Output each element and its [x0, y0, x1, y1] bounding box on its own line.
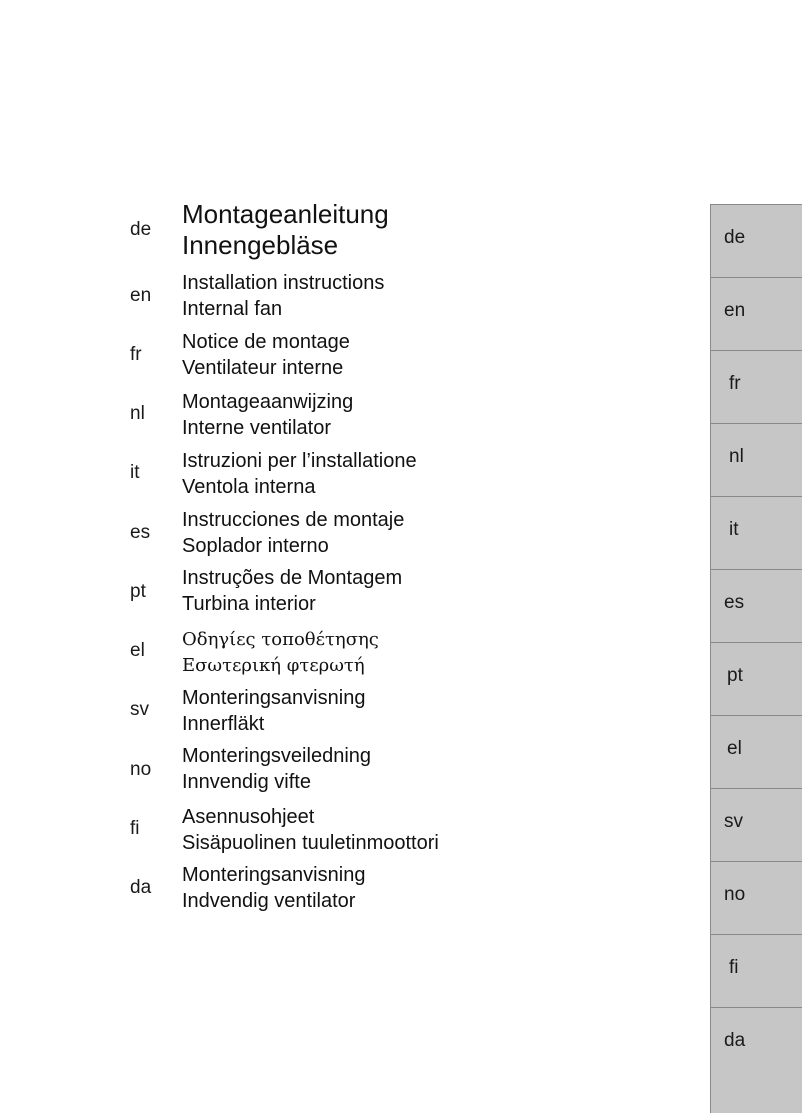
- language-tab-no[interactable]: [711, 861, 802, 933]
- tab-label: fi: [729, 957, 739, 978]
- title-line: Montageaanwijzing: [182, 391, 354, 413]
- language-code-it: it: [130, 462, 140, 483]
- tab-label: de: [724, 227, 746, 248]
- title-line: Notice de montage: [182, 331, 350, 353]
- tab-label: es: [724, 592, 745, 613]
- language-code-fr: fr: [130, 344, 142, 365]
- title-line: Istruzioni per l’installatione: [182, 450, 417, 472]
- language-title-da: [182, 862, 682, 914]
- subtitle-line: Innerfläkt: [182, 713, 265, 735]
- language-code-sv: sv: [130, 699, 149, 720]
- language-tab-de[interactable]: [711, 204, 802, 276]
- language-code-da: da: [130, 877, 152, 898]
- language-tab-strip: [710, 204, 802, 1113]
- subtitle-line: Interne ventilator: [182, 417, 331, 439]
- tab-label: no: [724, 884, 746, 905]
- language-code-pt: pt: [130, 581, 146, 602]
- title-line: Asennusohjeet: [182, 806, 315, 828]
- language-title-en: [182, 270, 682, 322]
- language-code-el: el: [130, 640, 145, 661]
- subtitle-line: Εσωτερική φτερωτή: [182, 655, 365, 676]
- tab-label: el: [727, 738, 742, 759]
- subtitle-line: Soplador interno: [182, 535, 329, 557]
- tab-label: pt: [727, 665, 743, 686]
- title-line: Monteringsanvisning: [182, 864, 366, 886]
- tab-label: da: [724, 1030, 746, 1051]
- language-title-de: [182, 199, 682, 261]
- language-title-fi: [182, 804, 682, 856]
- title-line: Monteringsanvisning: [182, 687, 366, 709]
- language-title-it: [182, 448, 682, 500]
- language-title-nl: [182, 389, 682, 441]
- language-code-es: es: [130, 522, 151, 543]
- language-code-de: de: [130, 219, 152, 240]
- language-tab-fr[interactable]: [711, 350, 802, 422]
- subtitle-line: Turbina interior: [182, 593, 316, 615]
- language-tab-it[interactable]: [711, 496, 802, 568]
- title-line: Instruções de Montagem: [182, 567, 403, 589]
- language-code-nl: nl: [130, 403, 145, 424]
- title-line: Installation instructions: [182, 272, 385, 294]
- language-title-fr: [182, 329, 682, 381]
- language-code-fi: fi: [130, 818, 140, 839]
- tab-label: sv: [724, 811, 743, 832]
- tab-label: en: [724, 300, 746, 321]
- title-line: Monteringsveiledning: [182, 745, 372, 767]
- subtitle-line: Indvendig ventilator: [182, 890, 356, 912]
- language-title-sv: [182, 685, 682, 737]
- subtitle-line: Ventola interna: [182, 476, 316, 498]
- language-tab-nl[interactable]: [711, 423, 802, 495]
- subtitle-line: Innvendig vifte: [182, 771, 311, 793]
- language-tab-en[interactable]: [711, 277, 802, 349]
- tab-label: nl: [729, 446, 744, 467]
- tab-label: it: [729, 519, 739, 540]
- title-line: Οδηγίες τοποθέτησης: [182, 629, 379, 650]
- language-tab-da[interactable]: [711, 1007, 802, 1079]
- language-code-no: no: [130, 759, 152, 780]
- language-tab-es[interactable]: [711, 569, 802, 641]
- language-title-es: [182, 507, 682, 559]
- language-tab-sv[interactable]: [711, 788, 802, 860]
- subtitle-line: Ventilateur interne: [182, 357, 344, 379]
- title-line: Montageanleitung: [182, 199, 389, 229]
- subtitle-line: Sisäpuolinen tuuletinmoottori: [182, 832, 439, 854]
- language-title-el: [182, 627, 682, 679]
- language-title-no: [182, 743, 682, 795]
- subtitle-line: Internal fan: [182, 298, 283, 320]
- subtitle-line: Innengebläse: [182, 230, 339, 260]
- language-title-pt: [182, 565, 682, 617]
- tab-label: fr: [729, 373, 741, 394]
- language-tab-pt[interactable]: [711, 642, 802, 714]
- language-code-en: en: [130, 285, 152, 306]
- title-line: Instrucciones de montaje: [182, 509, 405, 531]
- language-tab-el[interactable]: [711, 715, 802, 787]
- language-tab-fi[interactable]: [711, 934, 802, 1006]
